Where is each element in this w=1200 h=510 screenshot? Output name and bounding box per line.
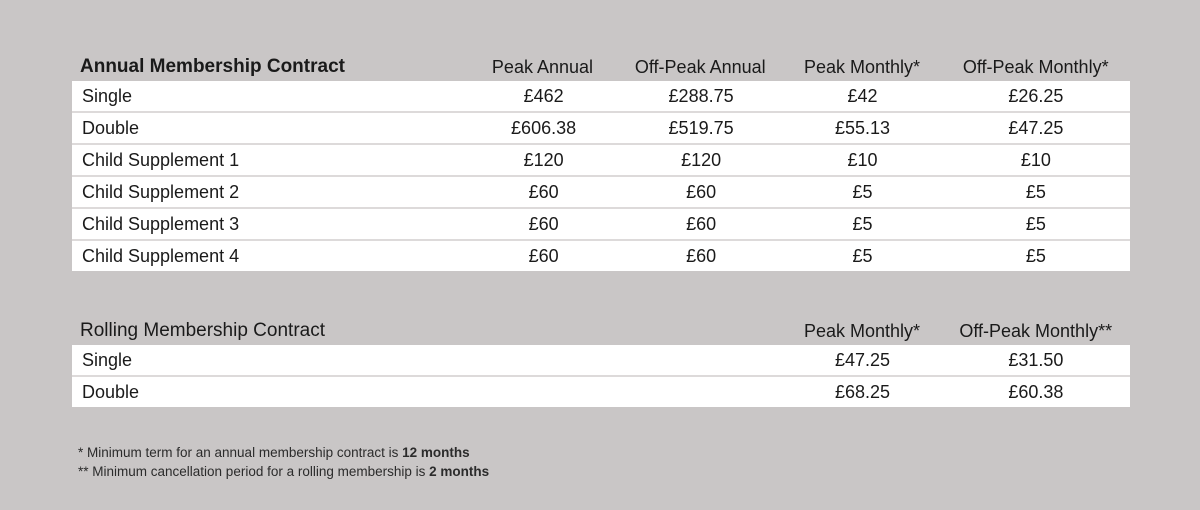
cell-off-peak-annual: £288.75 [668,86,734,106]
row-label: Double [82,118,140,138]
cell-peak-annual: £606.38 [511,118,577,138]
cell-peak-monthly: £68.25 [835,382,891,402]
annual-table-title: Annual Membership Contract [80,56,345,77]
table-row [72,345,1130,377]
cell-peak-annual: £120 [523,150,564,170]
footnote-rolling-cancellation-period [78,462,778,481]
cell-off-peak-annual: £519.75 [668,118,734,138]
footnote-emphasis: 12 months [402,445,470,460]
cell-off-peak-monthly: £26.25 [1008,86,1064,106]
table-row [72,81,1130,113]
row-label: Child Supplement 3 [82,214,240,234]
rolling-table-header-row [72,306,1130,342]
row-label: Single [82,350,133,370]
row-label: Child Supplement 4 [82,246,240,266]
column-header-peak-monthly: Peak Monthly* [804,321,921,341]
cell-off-peak-annual: £120 [681,150,722,170]
table-row [72,113,1130,145]
annual-table-body [72,78,1130,271]
cell-off-peak-monthly: £47.25 [1008,118,1064,138]
rolling-membership-table [72,306,1130,407]
column-header-off-peak-annual: Off-Peak Annual [634,57,766,77]
row-label: Single [82,86,133,106]
table-row [72,177,1130,209]
footnotes [78,443,778,481]
cell-peak-monthly: £5 [852,214,873,234]
cell-peak-monthly: £5 [852,182,873,202]
cell-peak-annual: £462 [523,86,564,106]
table-row [72,241,1130,271]
row-label: Child Supplement 1 [82,150,240,170]
cell-peak-monthly: £5 [852,246,873,266]
cell-off-peak-annual: £60 [686,182,717,202]
cell-peak-monthly: £55.13 [835,118,891,138]
rolling-table-body [72,342,1130,407]
column-header-off-peak-monthly: Off-Peak Monthly** [959,321,1113,341]
cell-off-peak-monthly: £5 [1025,214,1046,234]
footnote-annual-minimum-term [78,443,778,462]
table-row [72,209,1130,241]
annual-membership-table [72,42,1130,271]
row-label: Double [82,382,140,402]
column-header-peak-monthly: Peak Monthly* [804,57,921,77]
cell-off-peak-annual: £60 [686,214,717,234]
cell-off-peak-monthly: £5 [1025,246,1046,266]
cell-off-peak-monthly: £31.50 [1008,350,1064,370]
cell-peak-annual: £60 [528,214,559,234]
column-header-off-peak-monthly: Off-Peak Monthly* [962,57,1109,77]
column-header-peak-annual: Peak Annual [491,57,594,77]
cell-off-peak-annual: £60 [686,246,717,266]
cell-peak-monthly: £47.25 [835,350,891,370]
row-label: Child Supplement 2 [82,182,240,202]
cell-off-peak-monthly: £5 [1025,182,1046,202]
cell-off-peak-monthly: £10 [1020,150,1051,170]
footnote-text: * Minimum term for an annual membership contract is [78,445,403,460]
table-row [72,377,1130,407]
footnote-emphasis: 2 months [429,464,490,479]
cell-peak-annual: £60 [528,182,559,202]
rolling-table-title: Rolling Membership Contract [80,320,325,341]
cell-peak-monthly: £42 [847,86,878,106]
cell-peak-monthly: £10 [847,150,878,170]
table-row [72,145,1130,177]
footnote-text: ** Minimum cancellation period for a rolling membership is [78,464,430,479]
cell-peak-annual: £60 [528,246,559,266]
cell-off-peak-monthly: £60.38 [1008,382,1064,402]
annual-table-header-row [72,42,1130,78]
